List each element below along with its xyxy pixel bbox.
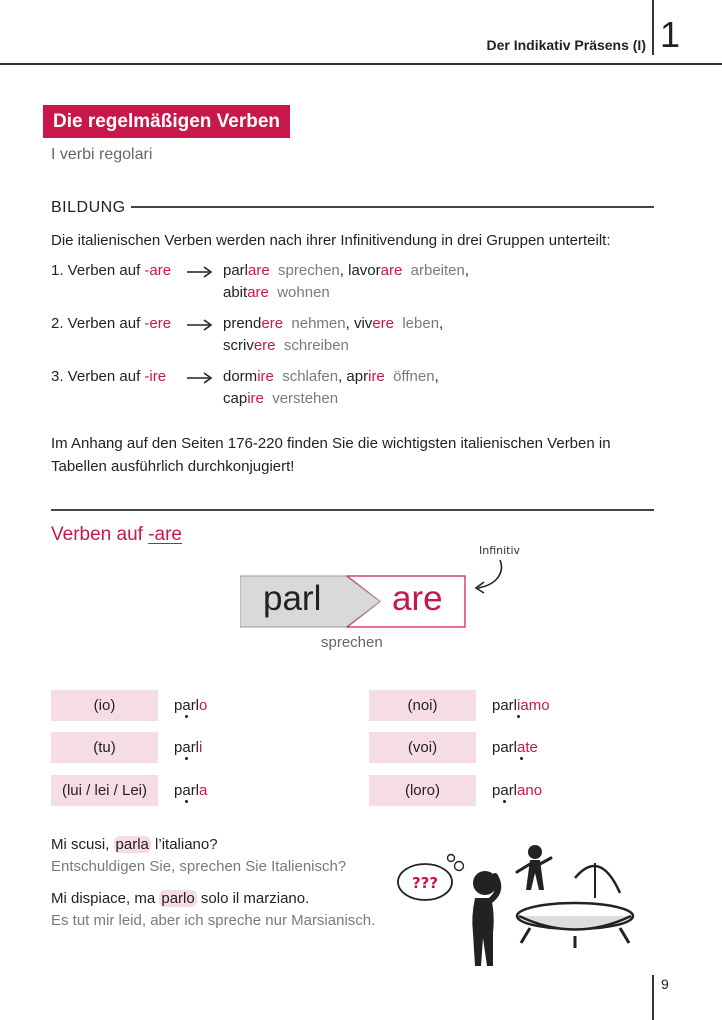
group-examples [223, 366, 439, 410]
verb-form: parliamo [492, 697, 550, 714]
dialogue-italian: Mi dispiace, ma parlo solo il marziano. [51, 890, 310, 907]
are-section-title: Verben auf -are [51, 524, 182, 545]
chapter-number: 1 [660, 14, 681, 55]
verb-form: parla [174, 782, 208, 799]
header-divider [652, 0, 654, 55]
header-rule [0, 63, 722, 65]
appendix-note: Im Anhang auf den Seiten 176-220 finden Sie die wichtigsten italienischen Verben in Tabellen ausführlich durchkonjugiert! [51, 435, 611, 475]
pronoun-box: (loro) [369, 775, 476, 806]
example-line-1: parlare sprechen, lavorare arbeiten, [223, 262, 470, 279]
pronoun-box: (noi) [369, 690, 476, 721]
arrow-right-icon [187, 319, 213, 331]
group-examples [223, 260, 469, 304]
verb-form: parlano [492, 782, 543, 799]
thought-text: ??? [411, 874, 439, 892]
bildung-heading: BILDUNG [51, 199, 126, 216]
example-line-1: prendere nehmen, vivere leben, [223, 315, 444, 332]
pronoun-box: (io) [51, 690, 158, 721]
example-line-2: capire verstehen [223, 390, 339, 407]
verb-form: parli [174, 739, 203, 756]
verb-ending: are [392, 579, 443, 618]
pronoun-box: (voi) [369, 732, 476, 763]
alien-ufo-illustration [395, 838, 640, 970]
arrow-right-icon [187, 266, 213, 278]
dialogue-line [51, 834, 346, 878]
section-rule [51, 509, 654, 511]
group-examples [223, 313, 443, 357]
dialogue-translation: Es tut mir leid, aber ich spreche nur Marsianisch. [51, 912, 376, 929]
section-subtitle: I verbi regolari [51, 146, 153, 163]
verb-form: parlo [174, 697, 208, 714]
group-label: 2. Verben auf -ere [51, 315, 172, 332]
example-line-2: abitare wohnen [223, 284, 330, 301]
page-number: 9 [661, 976, 669, 992]
bildung-rule [131, 206, 654, 208]
bildung-intro: Die italienischen Verben werden nach ihrer Infinitivendung in drei Gruppen unterteilt: [51, 232, 611, 249]
group-label: 3. Verben auf -ire [51, 368, 167, 385]
dialogue-italian: Mi scusi, parla l’italiano? [51, 836, 218, 853]
dialogue-line [51, 888, 375, 932]
dialogue-translation: Entschuldigen Sie, sprechen Sie Italienisch? [51, 858, 347, 875]
example-line-2: scrivere schreiben [223, 337, 349, 354]
verb-form: parlate [492, 739, 538, 756]
section-title: Die regelmäßigen Verben [43, 105, 290, 138]
group-label: 1. Verben auf -are [51, 262, 172, 279]
verb-translation: sprechen [321, 634, 383, 651]
chapter-title: Der Indikativ Präsens (I) [486, 37, 646, 53]
pronoun-box: (lui / lei / Lei) [51, 775, 158, 806]
footer-divider [652, 975, 654, 1020]
example-line-1: dormire schlafen, aprire öffnen, [223, 368, 439, 385]
arrow-right-icon [187, 372, 213, 384]
infinitiv-annotation: Infinitiv [479, 544, 521, 557]
curved-arrow-icon [470, 556, 510, 596]
verb-stem: parl [263, 579, 322, 618]
pronoun-box: (tu) [51, 732, 158, 763]
